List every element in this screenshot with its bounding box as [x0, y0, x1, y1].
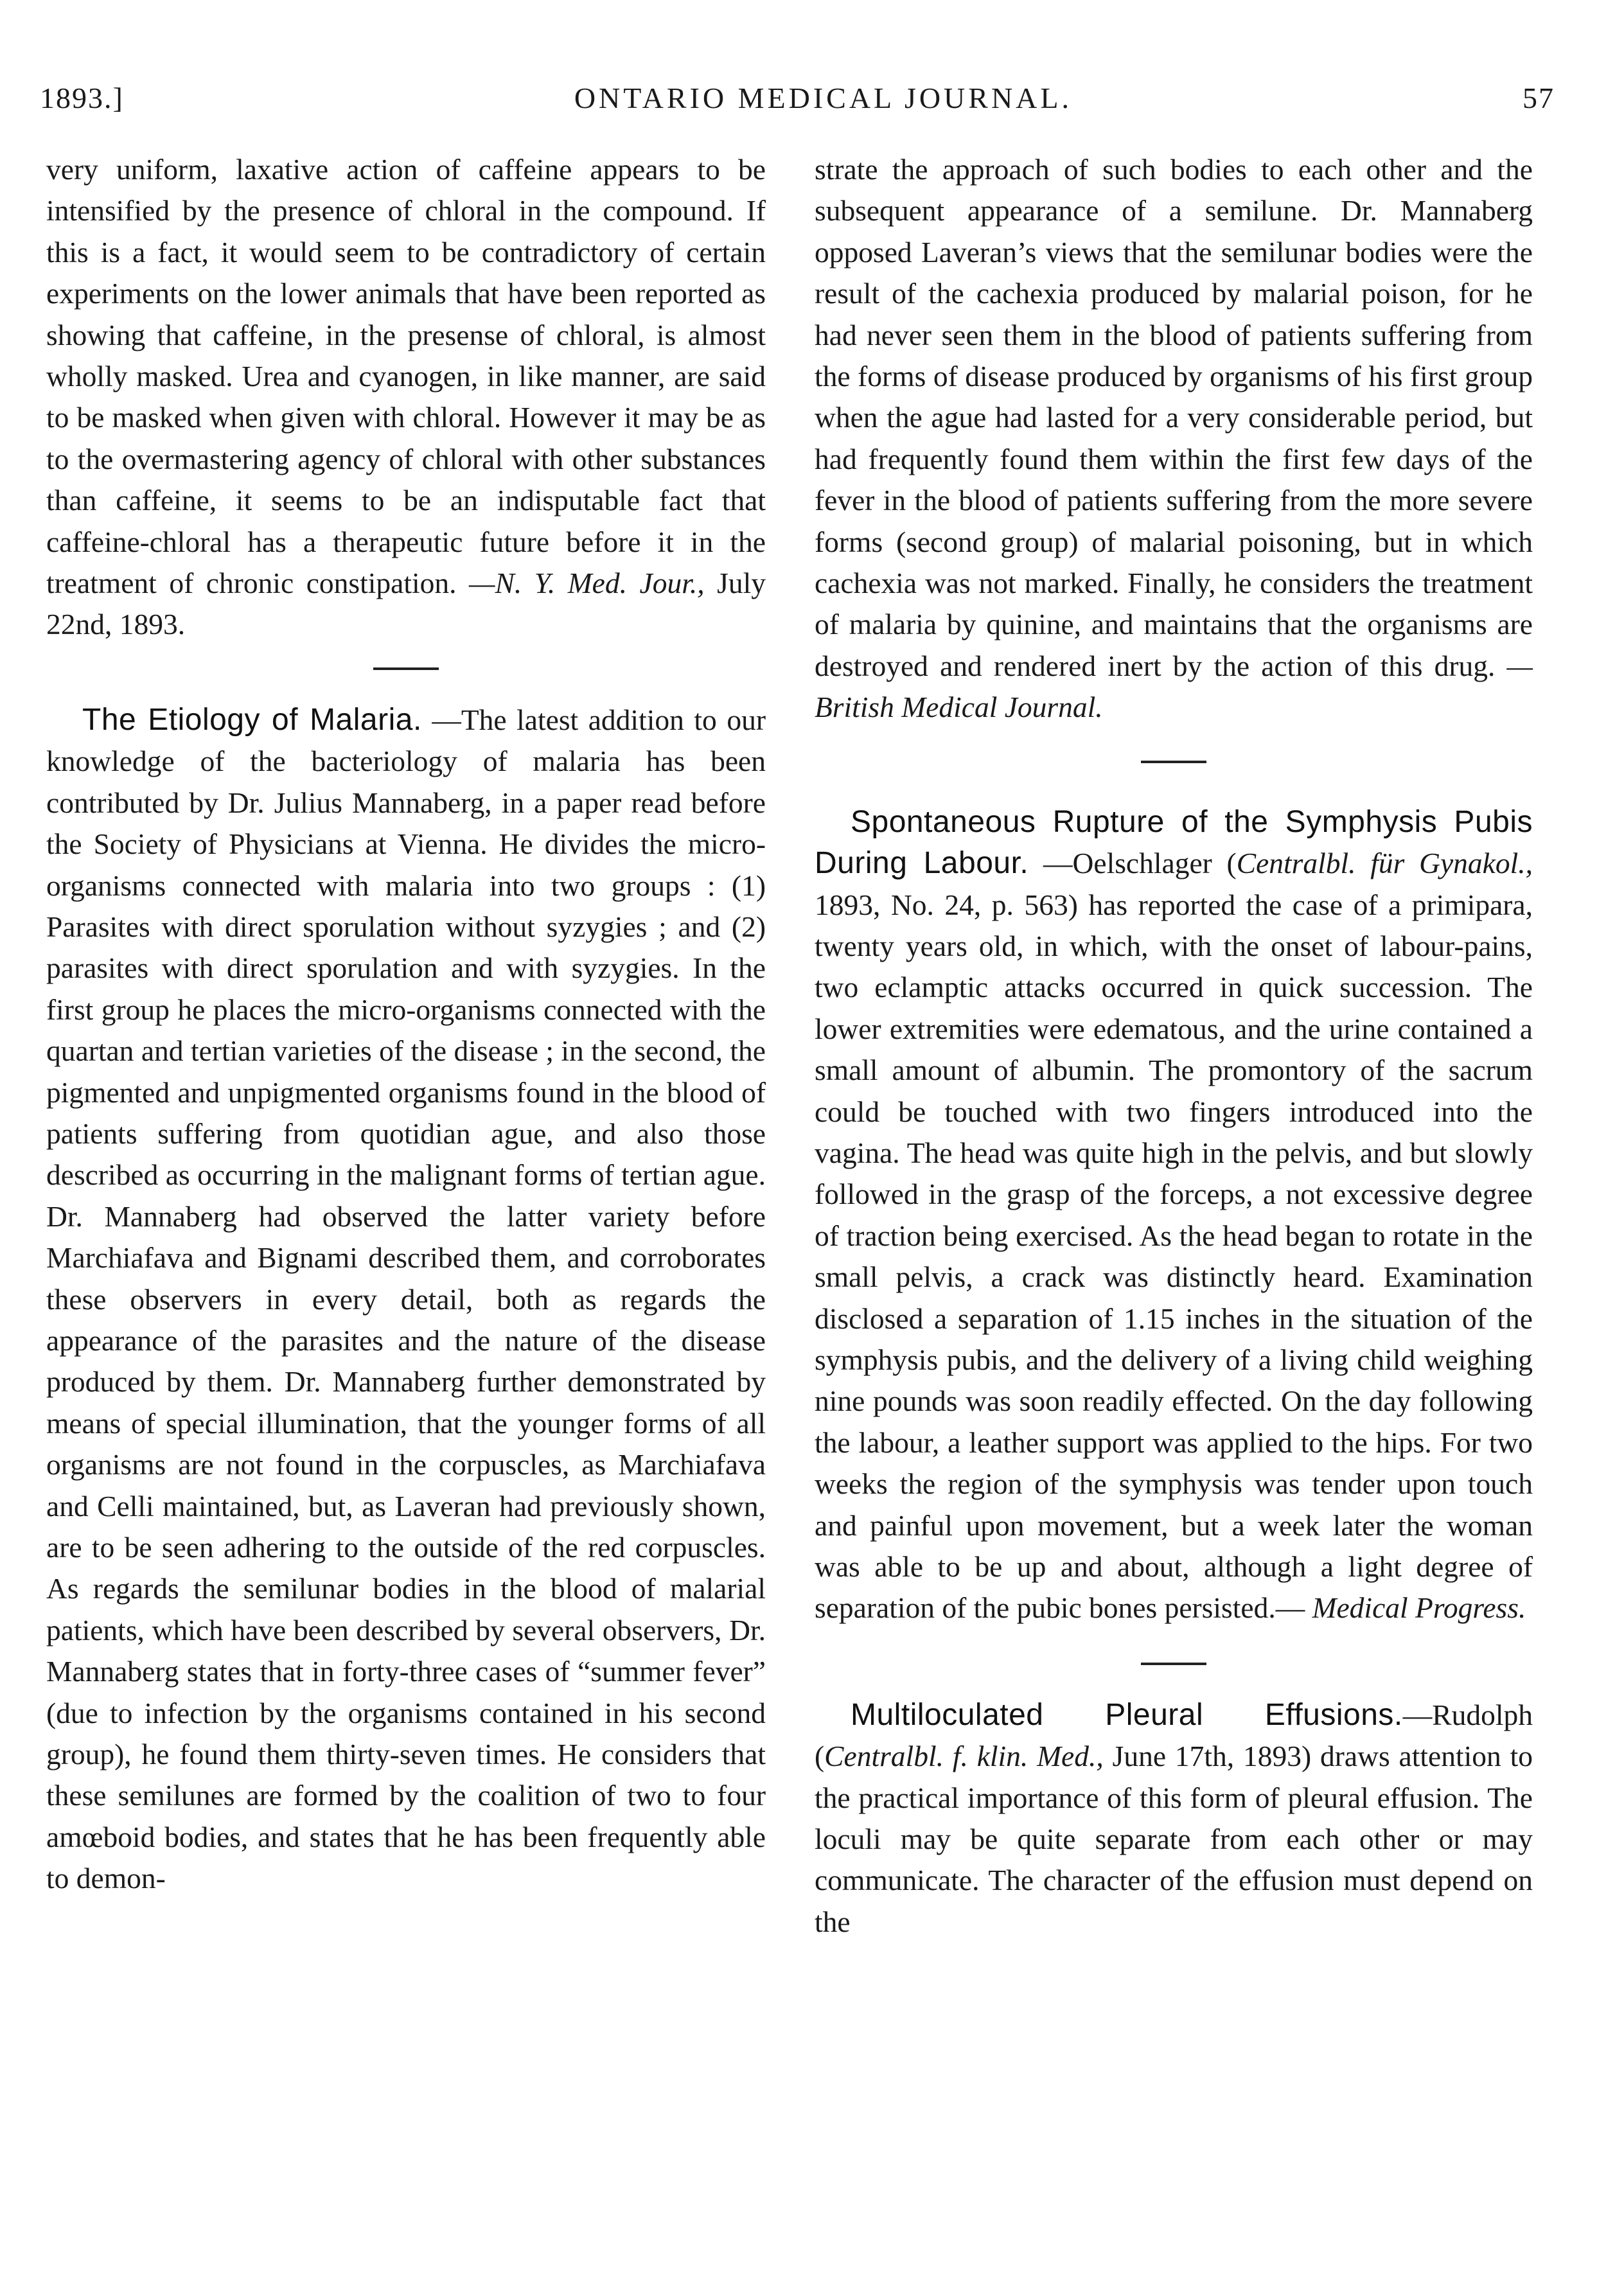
symphysis-article-title: Spontaneous Rupture of the Symphysis Pubis During Labour. — [815, 804, 1533, 881]
section-divider — [1141, 761, 1206, 763]
left-column — [46, 149, 766, 1900]
header-year: 1893.] — [40, 82, 124, 114]
continuation-text: very uniform, laxative action of caffeine appears to be intensified by the presence of chloral in the compound. If this is a fact, it would seem to be contradictory of certain experiments on the lower animals that have been reported as showing that caffeine, in the presense of chloral, is almost wholly masked. Urea and cyanogen, in like manner, are said to be masked when given with chloral. However it may be as to the overmastering agency of chloral with other substances than caffeine, it seems to be an indisputable fact that caffeine-chloral has a therapeutic future before it in the treatment of chronic constipation. — [46, 153, 766, 600]
page-number: 57 — [1522, 82, 1555, 114]
symphysis-article — [815, 802, 1533, 1629]
pleural-article-text: June 17th, 1893) draws attention to the practical importance of this form of pleural effusion. The loculi may be quite separate from each other or may communicate. The character of the effusion must depend on the — [815, 1740, 1533, 1938]
malaria-article-continued — [815, 149, 1533, 728]
right-column — [815, 149, 1533, 1943]
section-divider — [1141, 1663, 1206, 1665]
malaria-source: —British Medical Journal. — [815, 649, 1533, 724]
pleural-article-title: Multiloculated Pleural Effusions. — [851, 1697, 1403, 1732]
symphysis-citation-rest: 1893, No. 24, p. 563) has — [815, 888, 1128, 921]
pleural-citation: Centralbl. f. klin. Med., — [824, 1740, 1104, 1773]
symphysis-article-text: reported the case of a primipara, twenty years old, in which, with the onset of labour-pains, two eclamptic attacks occurred in quick succession. The lower extremities were edematous, and the urine contained a small amount of albumin. The promontory of the sacrum could be touched with two fingers introduced into the vagina. The head was quite high in the pelvis, and but slowly followed in the grasp of the forceps, a not excessive degree of traction being exercised. As the head began to rotate in the small pelvis, a crack was distinctly heard. Examination disclosed a separation of 1.15 inches in the situation of the symphysis pubis, and the delivery of a living child weighing nine pounds was soon readily effected. On the day following the labour, a leather support was applied to the hips. For two weeks the region of the symphysis was tender upon touch and painful upon movement, but a week later the woman was able to be up and about, although a light degree of separation of the pubic bones persisted.— — [815, 888, 1533, 1625]
symphysis-lead: —Oelschlager ( — [1043, 847, 1237, 880]
malaria-article-title: The Etiology of Malaria. — [82, 702, 422, 737]
symphysis-citation: Centralbl. für Gynakol., — [1236, 847, 1533, 880]
continuation-date: July 22nd, 1893. — [46, 567, 766, 641]
journal-title: ONTARIO MEDICAL JOURNAL. — [574, 82, 1072, 114]
continuation-source: —N. Y. Med. Jour., — [469, 567, 705, 600]
pleural-lead: —Rudolph ( — [815, 1698, 1533, 1773]
section-divider — [373, 667, 439, 670]
pleural-article — [815, 1695, 1533, 1943]
malaria-continued-text: strate the approach of such bodies to each other and the subsequent appearance of a semilune. Dr. Mannaberg opposed Laveran’s views that the semilunar bodies were the result of the cachexia produced by malarial poison, for he had never seen them in the blood of patients suffering from the forms of disease produced by organisms of his first group when the ague had lasted for a very considerable period, but had frequently found them within the first few days of the fever in the blood of patients suffering from the more severe forms (second group) of malarial poisoning, but in which cachexia was not marked. Finally, he considers the treatment of malaria by quinine, and maintains that the organisms are destroyed and rendered inert by the action of this drug. — [815, 153, 1533, 682]
running-header — [40, 81, 1555, 127]
malaria-article — [46, 700, 766, 1900]
caffeine-chloral-continuation — [46, 149, 766, 646]
malaria-article-text: —The latest addition to our knowledge of the bacteriology of malaria has been contributed by Dr. Julius Mannaberg, in a paper read before the Society of Physicians at Vienna. He divides the micro-organisms connected with malaria into two groups : (1) Parasites with direct sporulation without syzygies ; and (2) parasites with direct sporulation and with syzygies. In the first group he places the micro-organisms connected with the quartan and tertian varieties of the disease ; in the second, the pigmented and unpigmented organisms found in the blood of patients suffering from quotidian ague, and also those described as occurring in the malignant forms of tertian ague. Dr. Mannaberg had observed the latter variety before Marchiafava and Bignami described them, and corroborates these observers in every detail, both as regards the appearance of the parasites and the nature of the disease produced by them. Dr. Mannaberg further demonstrated by means of special illumination, that the younger forms of all organisms are not found in the corpuscles, as Marchiafava and Celli maintained, but, as Laveran had previously shown, are to be seen adhering to the outside of the red corpuscles. As regards the semilunar bodies in the blood of malarial patients, which have been described by several observers, Dr. Mannaberg states that in forty-three cases of “summer fever” (due to infection by the organisms contained in his second group), he found them thirty-seven times. He considers that these semilunes are formed by the coalition of two to four amœboid bodies, and states that he has been frequently able to demon- — [46, 703, 766, 1895]
symphysis-source: Medical Progress. — [1312, 1591, 1526, 1625]
